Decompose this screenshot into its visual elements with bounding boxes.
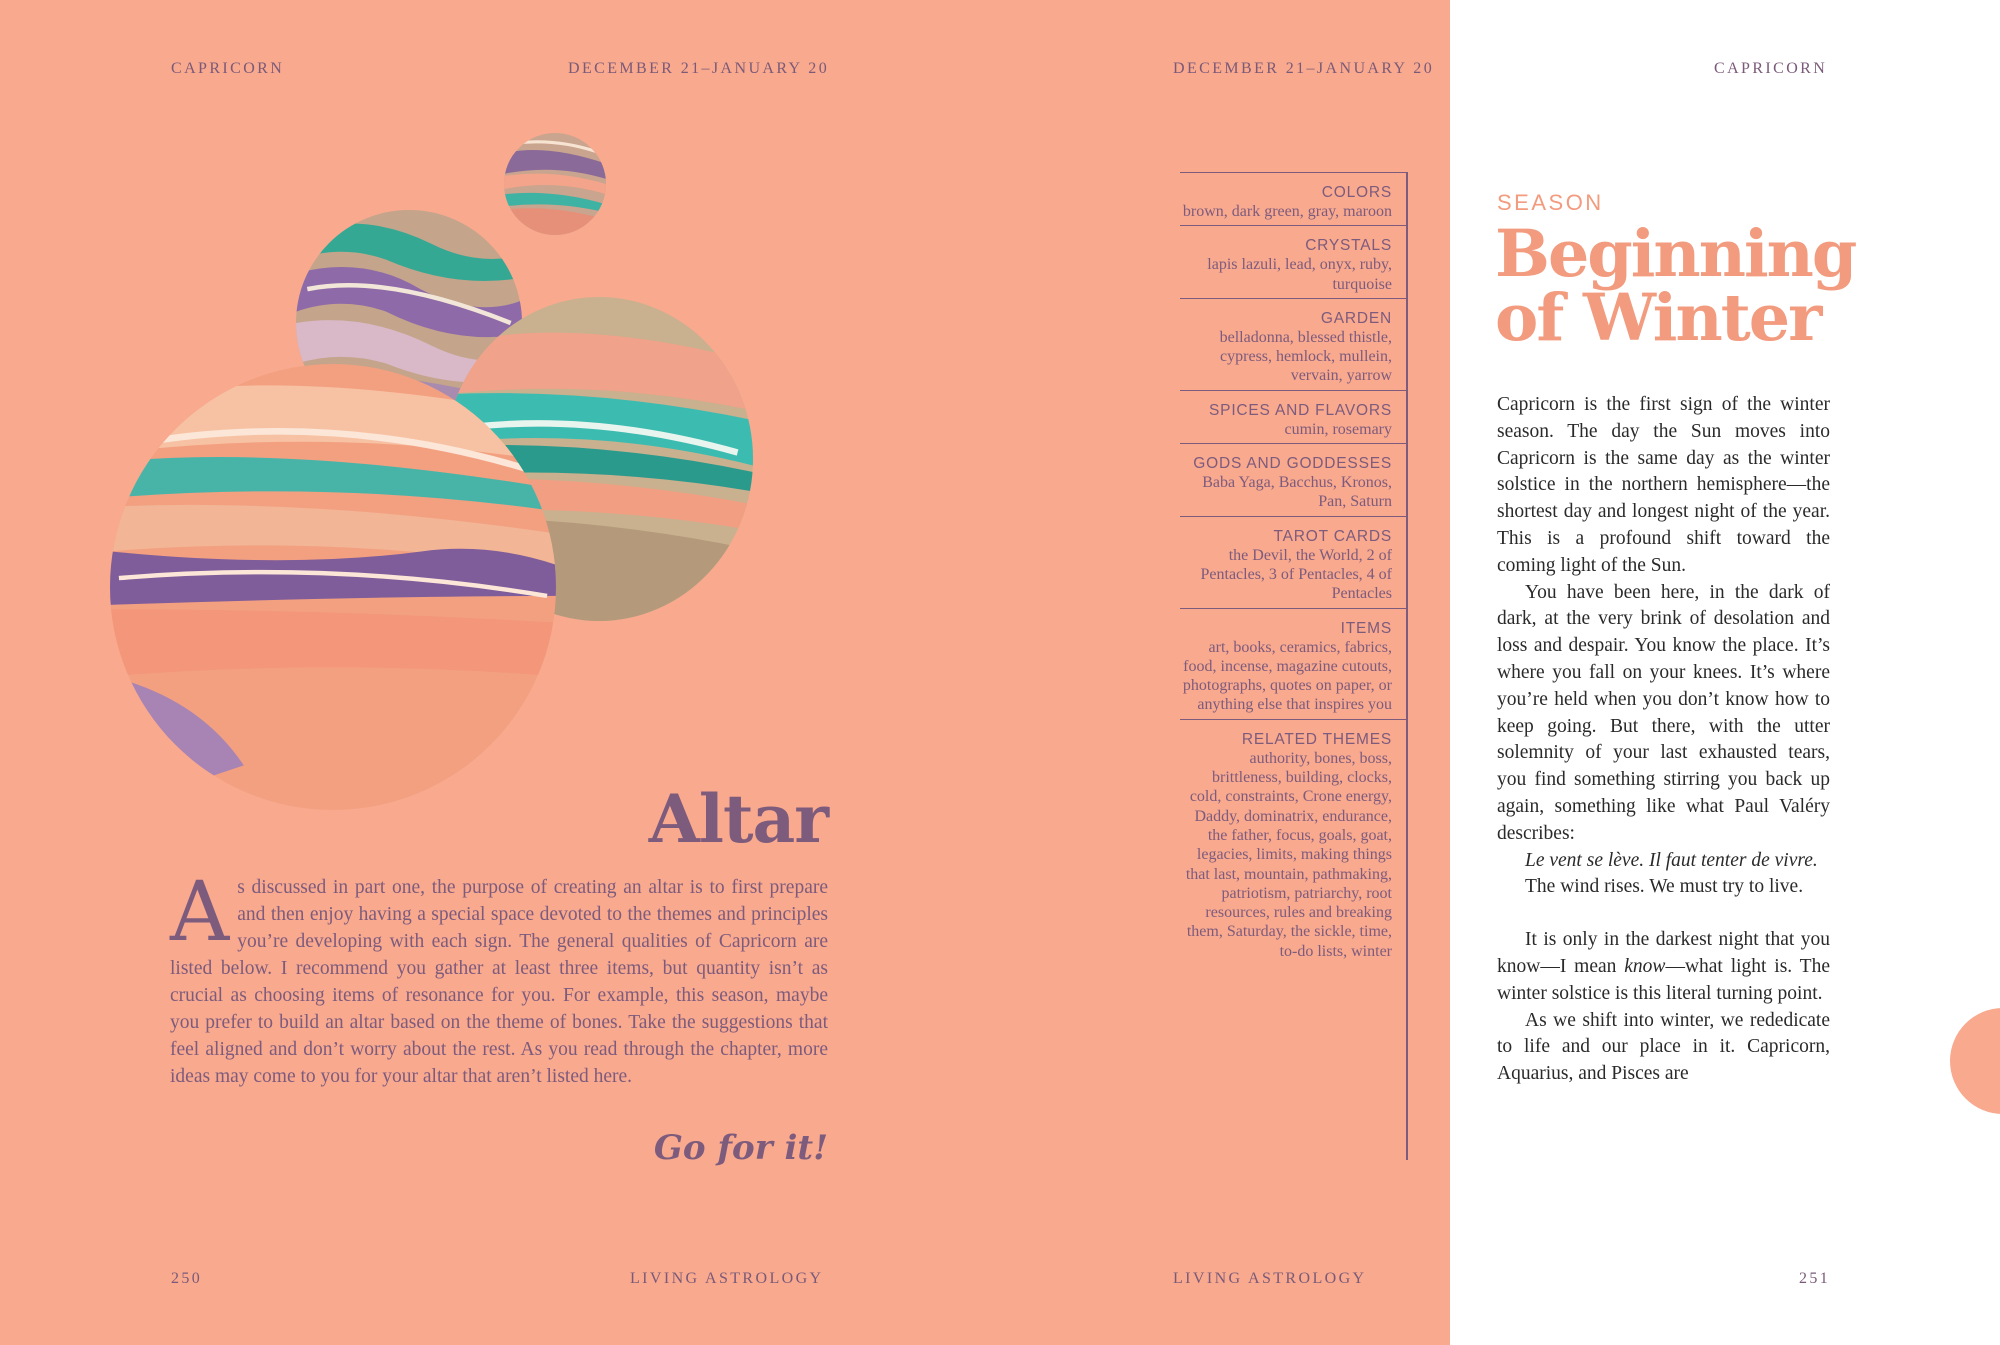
correspondences-sidebar — [1180, 172, 1408, 1160]
page-number-right: 251 — [1799, 1270, 1831, 1287]
sidebar-section-label: GARDEN — [1320, 309, 1392, 327]
sidebar-section — [1180, 443, 1406, 516]
altar-paragraph: s discussed in part one, the purpose of creating an altar is to first prepare and then enjoy having a special space devoted to the themes and principles you’re developing with each sign. The general qualities of Capricorn are listed below. I recommend you gather at least three items, but quantity isn’t as crucial as choosing items of resonance for you. For example, this season, maybe you prefer to build an altar based on the theme of bones. Take the suggestions that feel aligned and don’t worry about the rest. As you read through the chapter, more ideas may come to you for your altar that aren’t listed here. — [170, 877, 828, 1087]
paragraph-3 — [1497, 927, 1830, 1007]
marbled-circle-small — [504, 133, 606, 235]
sidebar-section — [1180, 172, 1406, 225]
sidebar-section-label: RELATED THEMES — [1241, 730, 1392, 748]
running-header-dates: DECEMBER 21–JANUARY 20 — [568, 60, 830, 77]
sidebar-section — [1180, 608, 1406, 719]
marbled-circle-large — [110, 364, 556, 810]
quote-french: Le vent se lève. Il faut tenter de vivre. — [1525, 849, 1818, 871]
sidebar-section — [1180, 516, 1406, 608]
paragraph-1: Capricorn is the first sign of the winter season. The day the Sun moves into Capricorn is the same day as the winter solstice in the northern hemisphere—the shortest day and longest night of the year. This is a profound shift toward the coming light of the Sun. — [1497, 394, 1830, 576]
drop-cap: A — [170, 865, 230, 960]
season-label: SEASON — [1497, 190, 1604, 215]
sidebar-section-label: CRYSTALS — [1305, 237, 1392, 255]
sidebar-section-label: SPICES AND FLAVORS — [1209, 401, 1392, 419]
running-header-left: CAPRICORN — [171, 60, 285, 77]
sidebar-section-label: GODS AND GODDESSES — [1193, 455, 1392, 473]
sidebar-section-text: belladonna, blessed thistle, cypress, hemlock, mullein, vervain, yarrow — [1219, 328, 1392, 385]
sidebar-section-text: the Devil, the World, 2 of Pentacles, 3 of Pentacles, 4 of Pentacles — [1200, 546, 1392, 603]
running-header-right: CAPRICORN — [1714, 60, 1828, 77]
sidebar-section-text: authority, bones, boss, brittleness, building, clocks, cold, constraints, Crone energy, Daddy, dominatrix, endurance, the father, focus, goals, goat, legacies, limits, making things that last, mountain, pathmaking, patriotism, patriarchy, root resources, rules and breaking them, Saturday, the sickle, time, to-do lists, winter — [1185, 749, 1392, 960]
go-for-it-callout: Go for it! — [653, 1128, 828, 1168]
sidebar-section — [1180, 225, 1406, 298]
season-body-text — [1497, 392, 1830, 1088]
sidebar-section-text: cumin, rosemary — [1284, 420, 1392, 438]
season-title: Beginning of Winter — [1495, 216, 1856, 356]
altar-heading: Altar — [648, 780, 828, 858]
altar-body-text — [170, 865, 828, 1090]
paragraph-3-part-b: —what light is. The winter solstice is this literal turning point. — [1497, 955, 1830, 1004]
page-number-left: 250 — [171, 1270, 203, 1287]
sidebar-section — [1180, 390, 1406, 443]
sidebar-section-text: brown, dark green, gray, maroon — [1182, 203, 1392, 220]
sidebar-section-label: TAROT CARDS — [1273, 527, 1392, 545]
sidebar-header-dates: DECEMBER 21–JANUARY 20 — [1173, 60, 1435, 77]
sidebar-section-text: Baba Yaga, Bacchus, Kronos, Pan, Saturn — [1202, 474, 1392, 511]
paragraph-4: As we shift into winter, we rededicate to life and our place in it. Capricorn, Aquarius, and Pisces are — [1497, 1009, 1830, 1085]
paragraph-3-emphasis: know — [1624, 955, 1666, 977]
sidebar-section-text: art, books, ceramics, fabrics, food, incense, magazine cutouts, photographs, quotes on paper, or anything else that inspires you — [1182, 638, 1392, 714]
sidebar-section-text: lapis lazuli, lead, onyx, ruby, turquoise — [1207, 256, 1392, 293]
paragraph-3-part-a: It is only in the darkest night that you know—I mean — [1497, 929, 1830, 977]
quote-english: The wind rises. We must try to live. — [1525, 876, 1804, 898]
running-footer-sidebar: LIVING ASTROLOGY — [1173, 1270, 1367, 1287]
sidebar-section — [1180, 719, 1406, 965]
spacer — [1497, 901, 1830, 927]
sidebar-section — [1180, 298, 1406, 390]
running-footer-left: LIVING ASTROLOGY — [630, 1270, 824, 1287]
sidebar-section-label: ITEMS — [1340, 619, 1392, 637]
sidebar-section-label: COLORS — [1321, 184, 1392, 201]
paragraph-2: You have been here, in the dark of dark, at the very brink of desolation and loss and despair. You know the place. It’s where you fall on your knees. It’s where you’re held when you don’t know how to keep going. But there, with the utter solemnity of your last exhausted tears, you find something stirring you back up again, something like what Paul Valéry describes: — [1497, 581, 1830, 844]
